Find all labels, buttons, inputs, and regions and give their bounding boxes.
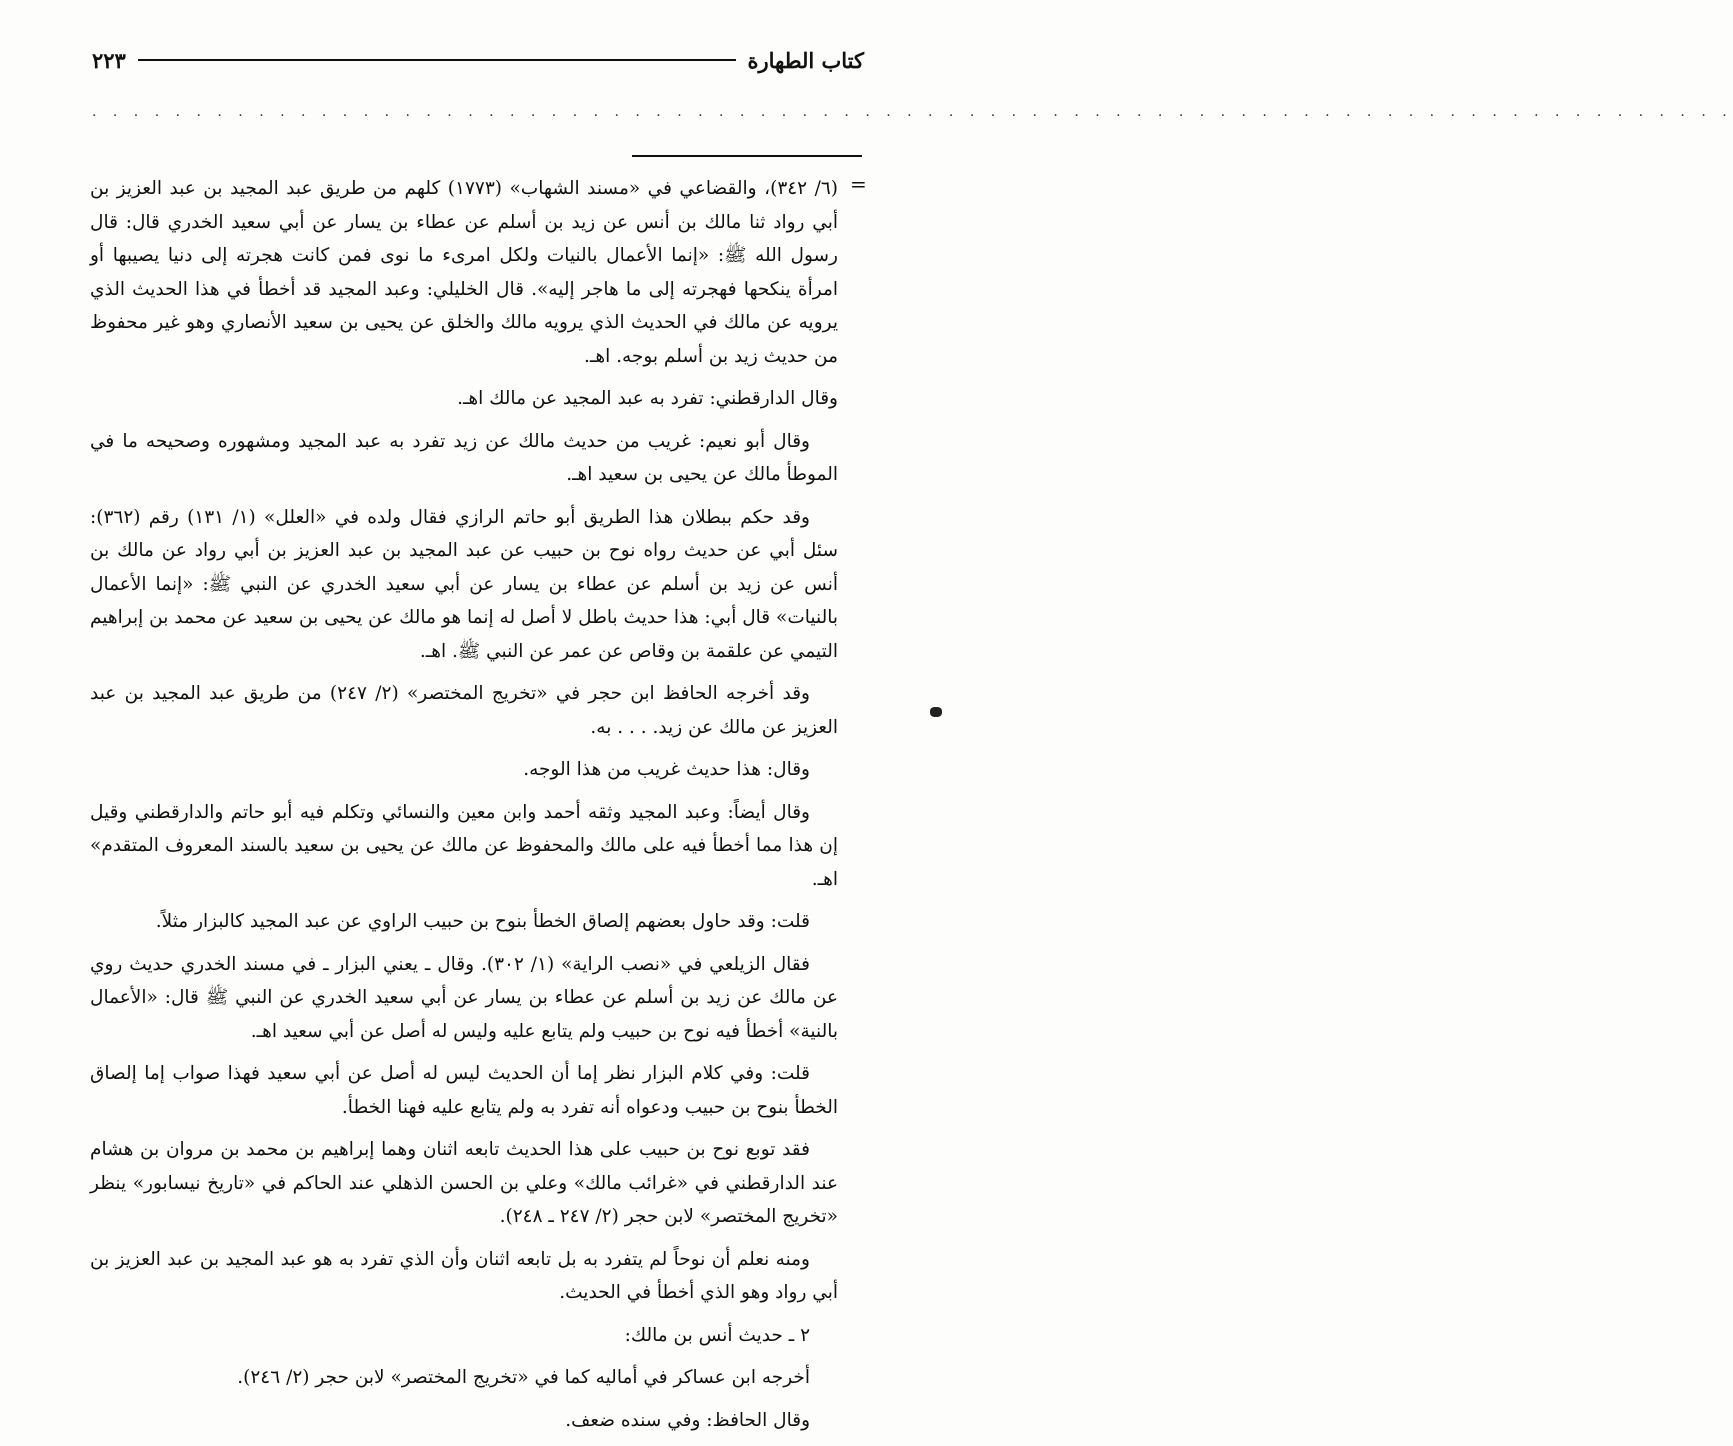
footnote-body bbox=[90, 172, 838, 1446]
page-number: ٢٢٣ bbox=[92, 47, 126, 73]
paragraph: وقال الدارقطني: تفرد به عبد المجيد عن مالك اهـ. bbox=[457, 388, 838, 409]
paragraph: وقد حكم ببطلان هذا الطريق أبو حاتم الرازي فقال ولده في «العلل» (١/ ١٣١) رقم (٣٦٢): سئل أبي عن حديث رواه نوح بن حبيب عن عبد المجيد بن عبد العزيز بن أبي رواد عن مالك بن أنس عن زيد بن أسلم عن عطاء بن يسار عن أبي سعيد الخدري عن النبي ﷺ: «إنما الأعمال بالنيات» قال أبي: هذا حديث باطل لا أصل له إنما هو مالك عن يحيى بن سعيد عن محمد بن إبراهيم التيمي عن علقمة بن وقاص عن عمر عن النبي ﷺ. اهـ. bbox=[90, 506, 838, 662]
paragraph: (٦/ ٣٤٢)، والقضاعي في «مسند الشهاب» (١٧٧٣) كلهم من طريق عبد المجيد بن عبد العزيز بن أبي رواد ثنا مالك بن أنس عن زيد بن أسلم عن عطاء بن يسار عن أبي سعيد الخدري قال: قال رسول الله ﷺ: «إنما الأعمال بالنيات ولكل امرىء ما نوى فمن كانت هجرته إلى دنيا يصيبها أو امرأة ينكحها فهجرته إلى ما هاجر إليه». قال الخليلي: وعبد المجيد قد أخطأ في هذا الحديث الذي يرويه عن مالك في الحديث الذي يرويه مالك والخلق عن يحيى بن سعيد الأنصاري وهو غير محفوظ من حديث زيد بن أسلم بوجه. اهـ. bbox=[90, 178, 839, 367]
section-heading: ٢ ـ حديث أنس بن مالك: bbox=[624, 1324, 810, 1346]
running-header bbox=[92, 40, 864, 80]
paragraph: وقد أخرجه الحافظ ابن حجر في «تخريج المختصر» (٢/ ٢٤٧) من طريق عبد المجيد بن عبد العزيز عن مالك عن زيد. . . . به. bbox=[90, 683, 838, 738]
paragraph: وقال: هذا حديث غريب من هذا الوجه. bbox=[523, 759, 810, 780]
paragraph: قلت: وقد حاول بعضهم إلصاق الخطأ بنوح بن حبيب الراوي عن عبد المجيد كالبزار مثلاً. bbox=[155, 911, 810, 932]
dotted-separator: . . . . . . . . . . . . . . . . . . . . . . . . . . . . . . . . . . . . . . . . . . . . . . . . . . . . . . . . . . . . . . . . . . . . . . . . . . . . . . . bbox=[92, 104, 1733, 120]
paragraph: وقال الحافظ: وفي سنده ضعف. bbox=[565, 1409, 810, 1431]
paragraph: وقال أبو نعيم: غريب من حديث مالك عن زيد تفرد به عبد المجيد ومشهوره وصحيحه ما في الموطأ مالك عن يحيى بن سعيد اهـ. bbox=[90, 430, 838, 485]
paragraph: ومنه نعلم أن نوحاً لم يتفرد به بل تابعه اثنان وأن الذي تفرد به هو عبد المجيد بن عبد العزيز بن أبي رواد وهو الذي أخطأ في الحديث. bbox=[90, 1248, 838, 1303]
paragraph: فقال الزيلعي في «نصب الراية» (١/ ٣٠٢). وقال ـ يعني البزار ـ في مسند الخدري حديث روي عن مالك عن زيد بن أسلم عن عطاء بن يسار عن أبي سعيد الخدري عن النبي ﷺ قال: «الأعمال بالنية» أخطأ فيه نوح بن حبيب ولم يتابع عليه وليس له أصل عن أبي سعيد اهـ. bbox=[90, 953, 838, 1042]
continuation-mark: = bbox=[850, 172, 867, 196]
ink-blot bbox=[930, 707, 942, 717]
footnote-rule bbox=[632, 155, 862, 157]
book-title: كتاب الطهارة bbox=[747, 47, 864, 73]
header-rule bbox=[138, 59, 736, 61]
paragraph: وقال أيضاً: وعبد المجيد وثقه أحمد وابن معين والنسائي وتكلم فيه أبو حاتم والدارقطني وقيل إن هذا مما أخطأ فيه على مالك والمحفوظ عن مالك عن يحيى بن سعيد بالسند المعروف المتقدم» اهـ. bbox=[90, 801, 838, 890]
paragraph: قلت: وفي كلام البزار نظر إما أن الحديث ليس له أصل عن أبي سعيد فهذا صواب إما إلصاق الخطأ بنوح بن حبيب ودعواه أنه تفرد به ولم يتابع عليه فهنا الخطأ. bbox=[90, 1063, 838, 1118]
paragraph: أخرجه ابن عساكر في أماليه كما في «تخريج المختصر» لابن حجر (٢/ ٢٤٦). bbox=[237, 1367, 810, 1388]
paragraph: فقد توبع نوح بن حبيب على هذا الحديث تابعه اثنان وهما إبراهيم بن محمد بن مروان بن هشام عند الدارقطني في «غرائب مالك» وعلي بن الحسن الذهلي عند الحاكم في «تاريخ نيسابور» ينظر «تخريج المختصر» لابن حجر (٢/ ٢٤٧ ـ ٢٤٨). bbox=[90, 1139, 838, 1227]
